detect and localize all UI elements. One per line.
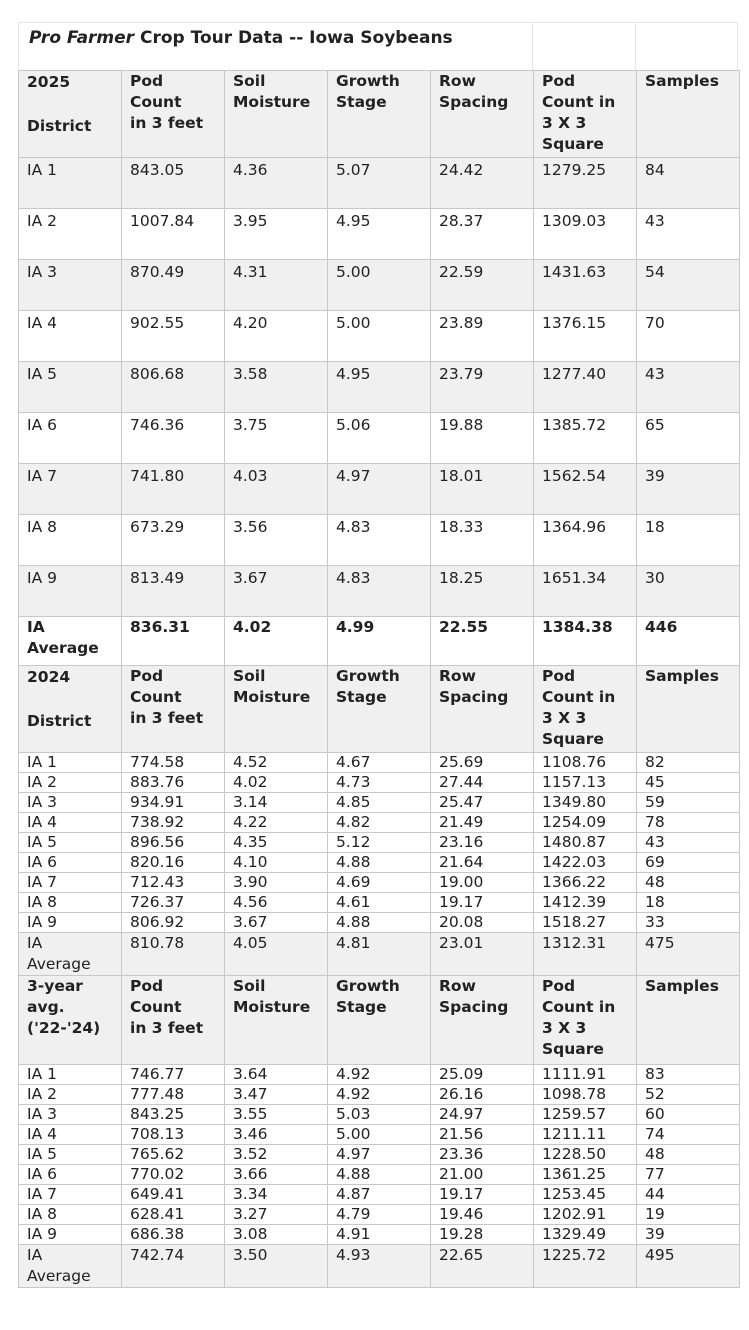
value-cell: 4.79	[328, 1205, 431, 1225]
column-header: Pod Count in 3 feet	[122, 976, 225, 1065]
value-cell: 26.16	[431, 1085, 534, 1105]
value-cell: 3.75	[225, 413, 328, 464]
value-cell: 896.56	[122, 833, 225, 853]
value-cell: 3.58	[225, 362, 328, 413]
district-cell: IA 1	[19, 1065, 122, 1085]
value-cell: 765.62	[122, 1145, 225, 1165]
value-cell: 44	[637, 1185, 740, 1205]
value-cell: 1202.91	[534, 1205, 637, 1225]
value-cell: 934.91	[122, 793, 225, 813]
value-cell: 74	[637, 1125, 740, 1145]
average-label-cell: IA Average	[19, 933, 122, 976]
value-cell: 649.41	[122, 1185, 225, 1205]
value-cell: 19	[637, 1205, 740, 1225]
value-cell: 4.92	[328, 1085, 431, 1105]
title-brand: Pro Farmer	[29, 28, 135, 48]
average-value-cell: 4.02	[225, 617, 328, 666]
value-cell: 18	[637, 515, 740, 566]
value-cell: 1277.40	[534, 362, 637, 413]
value-cell: 83	[637, 1065, 740, 1085]
value-cell: 774.58	[122, 753, 225, 773]
value-cell: 4.35	[225, 833, 328, 853]
value-cell: 19.46	[431, 1205, 534, 1225]
table-row	[19, 515, 740, 566]
value-cell: 4.88	[328, 913, 431, 933]
value-cell: 3.47	[225, 1085, 328, 1105]
value-cell: 673.29	[122, 515, 225, 566]
value-cell: 1376.15	[534, 311, 637, 362]
district-cell: IA 8	[19, 1205, 122, 1225]
value-cell: 33	[637, 913, 740, 933]
district-cell: IA 9	[19, 1225, 122, 1245]
district-cell: IA 2	[19, 773, 122, 793]
value-cell: 1157.13	[534, 773, 637, 793]
district-cell: IA 7	[19, 1185, 122, 1205]
value-cell: 23.16	[431, 833, 534, 853]
table-row	[19, 813, 740, 833]
table-row	[19, 773, 740, 793]
section-header-row	[19, 71, 740, 158]
value-cell: 3.67	[225, 913, 328, 933]
value-cell: 39	[637, 1225, 740, 1245]
value-cell: 23.89	[431, 311, 534, 362]
value-cell: 21.49	[431, 813, 534, 833]
value-cell: 5.12	[328, 833, 431, 853]
value-cell: 4.95	[328, 362, 431, 413]
value-cell: 1431.63	[534, 260, 637, 311]
value-cell: 4.91	[328, 1225, 431, 1245]
table-row	[19, 311, 740, 362]
table-row	[19, 362, 740, 413]
value-cell: 52	[637, 1085, 740, 1105]
value-cell: 4.87	[328, 1185, 431, 1205]
value-cell: 4.20	[225, 311, 328, 362]
value-cell: 1422.03	[534, 853, 637, 873]
value-cell: 3.08	[225, 1225, 328, 1245]
value-cell: 18.01	[431, 464, 534, 515]
value-cell: 686.38	[122, 1225, 225, 1245]
average-value-cell: 4.05	[225, 933, 328, 976]
district-cell: IA 6	[19, 1165, 122, 1185]
district-cell: IA 4	[19, 813, 122, 833]
column-header: Soil Moisture	[225, 666, 328, 753]
value-cell: 23.36	[431, 1145, 534, 1165]
value-cell: 5.03	[328, 1105, 431, 1125]
table-row	[19, 893, 740, 913]
table-row	[19, 913, 740, 933]
average-label-cell: IA Average	[19, 1245, 122, 1288]
value-cell: 84	[637, 158, 740, 209]
value-cell: 3.95	[225, 209, 328, 260]
average-value-cell: 22.65	[431, 1245, 534, 1288]
value-cell: 843.05	[122, 158, 225, 209]
table-row	[19, 158, 740, 209]
column-header: Growth Stage	[328, 976, 431, 1065]
table-row	[19, 566, 740, 617]
value-cell: 3.66	[225, 1165, 328, 1185]
value-cell: 24.42	[431, 158, 534, 209]
average-label-cell: IA Average	[19, 617, 122, 666]
value-cell: 1349.80	[534, 793, 637, 813]
district-cell: IA 4	[19, 311, 122, 362]
table-row	[19, 1225, 740, 1245]
value-cell: 4.31	[225, 260, 328, 311]
value-cell: 4.52	[225, 753, 328, 773]
value-cell: 21.00	[431, 1165, 534, 1185]
value-cell: 43	[637, 833, 740, 853]
value-cell: 39	[637, 464, 740, 515]
average-row	[19, 933, 740, 976]
title-divider	[635, 23, 636, 71]
value-cell: 3.67	[225, 566, 328, 617]
value-cell: 19.17	[431, 1185, 534, 1205]
average-row	[19, 1245, 740, 1288]
value-cell: 1228.50	[534, 1145, 637, 1165]
column-header: Growth Stage	[328, 666, 431, 753]
district-cell: IA 3	[19, 793, 122, 813]
district-cell: IA 5	[19, 1145, 122, 1165]
average-row	[19, 617, 740, 666]
value-cell: 4.61	[328, 893, 431, 913]
column-header: Pod Count in 3 feet	[122, 71, 225, 158]
value-cell: 18.33	[431, 515, 534, 566]
value-cell: 883.76	[122, 773, 225, 793]
title-divider	[532, 23, 533, 71]
district-cell: IA 5	[19, 362, 122, 413]
value-cell: 4.95	[328, 209, 431, 260]
value-cell: 5.06	[328, 413, 431, 464]
value-cell: 28.37	[431, 209, 534, 260]
value-cell: 19.00	[431, 873, 534, 893]
value-cell: 4.92	[328, 1065, 431, 1085]
value-cell: 19.28	[431, 1225, 534, 1245]
column-header: Row Spacing	[431, 71, 534, 158]
district-cell: IA 8	[19, 893, 122, 913]
value-cell: 70	[637, 311, 740, 362]
value-cell: 43	[637, 362, 740, 413]
district-cell: IA 3	[19, 260, 122, 311]
value-cell: 4.22	[225, 813, 328, 833]
value-cell: 25.69	[431, 753, 534, 773]
value-cell: 3.55	[225, 1105, 328, 1125]
district-cell: IA 5	[19, 833, 122, 853]
value-cell: 806.92	[122, 913, 225, 933]
value-cell: 4.85	[328, 793, 431, 813]
value-cell: 5.00	[328, 260, 431, 311]
value-cell: 843.25	[122, 1105, 225, 1125]
value-cell: 1111.91	[534, 1065, 637, 1085]
value-cell: 23.79	[431, 362, 534, 413]
value-cell: 1480.87	[534, 833, 637, 853]
column-header: Soil Moisture	[225, 71, 328, 158]
column-header: Pod Count in 3 feet	[122, 666, 225, 753]
value-cell: 3.90	[225, 873, 328, 893]
average-value-cell: 836.31	[122, 617, 225, 666]
value-cell: 69	[637, 853, 740, 873]
average-value-cell: 4.93	[328, 1245, 431, 1288]
value-cell: 1366.22	[534, 873, 637, 893]
value-cell: 4.73	[328, 773, 431, 793]
table-title-row	[18, 22, 738, 70]
value-cell: 4.56	[225, 893, 328, 913]
value-cell: 770.02	[122, 1165, 225, 1185]
value-cell: 5.00	[328, 1125, 431, 1145]
value-cell: 82	[637, 753, 740, 773]
district-cell: IA 9	[19, 566, 122, 617]
average-value-cell: 3.50	[225, 1245, 328, 1288]
value-cell: 21.64	[431, 853, 534, 873]
section-year-header: 2025 District	[19, 71, 122, 158]
value-cell: 628.41	[122, 1205, 225, 1225]
table-row	[19, 413, 740, 464]
value-cell: 813.49	[122, 566, 225, 617]
value-cell: 19.17	[431, 893, 534, 913]
section-header-row	[19, 666, 740, 753]
value-cell: 27.44	[431, 773, 534, 793]
value-cell: 21.56	[431, 1125, 534, 1145]
value-cell: 1364.96	[534, 515, 637, 566]
table-row	[19, 464, 740, 515]
column-header: Soil Moisture	[225, 976, 328, 1065]
value-cell: 48	[637, 1145, 740, 1165]
column-header: Pod Count in 3 X 3 Square	[534, 71, 637, 158]
value-cell: 4.69	[328, 873, 431, 893]
title-text: Crop Tour Data -- Iowa Soybeans	[134, 28, 453, 48]
district-cell: IA 7	[19, 464, 122, 515]
value-cell: 746.77	[122, 1065, 225, 1085]
value-cell: 4.10	[225, 853, 328, 873]
average-value-cell: 22.55	[431, 617, 534, 666]
table-row	[19, 1105, 740, 1125]
table-row	[19, 1065, 740, 1085]
average-value-cell: 742.74	[122, 1245, 225, 1288]
value-cell: 4.88	[328, 1165, 431, 1185]
table-row	[19, 1145, 740, 1165]
value-cell: 708.13	[122, 1125, 225, 1145]
value-cell: 4.97	[328, 1145, 431, 1165]
section-year-header: 2024 District	[19, 666, 122, 753]
table-row	[19, 1185, 740, 1205]
average-value-cell: 1384.38	[534, 617, 637, 666]
value-cell: 1329.49	[534, 1225, 637, 1245]
column-header: Growth Stage	[328, 71, 431, 158]
value-cell: 25.47	[431, 793, 534, 813]
value-cell: 19.88	[431, 413, 534, 464]
value-cell: 1098.78	[534, 1085, 637, 1105]
value-cell: 726.37	[122, 893, 225, 913]
section-header-row	[19, 976, 740, 1065]
value-cell: 712.43	[122, 873, 225, 893]
table-row	[19, 1085, 740, 1105]
district-cell: IA 2	[19, 209, 122, 260]
column-header: Pod Count in 3 X 3 Square	[534, 666, 637, 753]
district-cell: IA 6	[19, 413, 122, 464]
value-cell: 65	[637, 413, 740, 464]
column-header: Row Spacing	[431, 976, 534, 1065]
value-cell: 738.92	[122, 813, 225, 833]
district-cell: IA 2	[19, 1085, 122, 1105]
value-cell: 902.55	[122, 311, 225, 362]
value-cell: 1385.72	[534, 413, 637, 464]
table-row	[19, 793, 740, 813]
value-cell: 1562.54	[534, 464, 637, 515]
district-cell: IA 4	[19, 1125, 122, 1145]
value-cell: 1279.25	[534, 158, 637, 209]
value-cell: 1007.84	[122, 209, 225, 260]
value-cell: 59	[637, 793, 740, 813]
table-row	[19, 260, 740, 311]
value-cell: 1108.76	[534, 753, 637, 773]
value-cell: 1309.03	[534, 209, 637, 260]
district-cell: IA 1	[19, 158, 122, 209]
value-cell: 77	[637, 1165, 740, 1185]
crop-tour-table	[18, 70, 740, 1288]
value-cell: 1412.39	[534, 893, 637, 913]
average-value-cell: 495	[637, 1245, 740, 1288]
value-cell: 777.48	[122, 1085, 225, 1105]
value-cell: 820.16	[122, 853, 225, 873]
column-header: Samples	[637, 666, 740, 753]
average-value-cell: 4.81	[328, 933, 431, 976]
section-year-header: 3-year avg. ('22-'24)	[19, 976, 122, 1065]
district-cell: IA 8	[19, 515, 122, 566]
value-cell: 48	[637, 873, 740, 893]
column-header: Pod Count in 3 X 3 Square	[534, 976, 637, 1065]
table-row	[19, 873, 740, 893]
value-cell: 4.88	[328, 853, 431, 873]
average-value-cell: 810.78	[122, 933, 225, 976]
value-cell: 4.67	[328, 753, 431, 773]
district-cell: IA 3	[19, 1105, 122, 1125]
value-cell: 30	[637, 566, 740, 617]
average-value-cell: 23.01	[431, 933, 534, 976]
value-cell: 4.02	[225, 773, 328, 793]
value-cell: 78	[637, 813, 740, 833]
value-cell: 3.56	[225, 515, 328, 566]
average-value-cell: 4.99	[328, 617, 431, 666]
district-cell: IA 9	[19, 913, 122, 933]
value-cell: 4.97	[328, 464, 431, 515]
value-cell: 18.25	[431, 566, 534, 617]
table-row	[19, 833, 740, 853]
value-cell: 45	[637, 773, 740, 793]
value-cell: 4.83	[328, 515, 431, 566]
value-cell: 43	[637, 209, 740, 260]
table-body	[19, 71, 740, 1288]
value-cell: 5.00	[328, 311, 431, 362]
value-cell: 1361.25	[534, 1165, 637, 1185]
value-cell: 1254.09	[534, 813, 637, 833]
value-cell: 1651.34	[534, 566, 637, 617]
value-cell: 25.09	[431, 1065, 534, 1085]
value-cell: 4.03	[225, 464, 328, 515]
value-cell: 4.83	[328, 566, 431, 617]
table-row	[19, 753, 740, 773]
value-cell: 870.49	[122, 260, 225, 311]
value-cell: 60	[637, 1105, 740, 1125]
value-cell: 3.14	[225, 793, 328, 813]
table-row	[19, 1205, 740, 1225]
value-cell: 1253.45	[534, 1185, 637, 1205]
value-cell: 746.36	[122, 413, 225, 464]
column-header: Row Spacing	[431, 666, 534, 753]
value-cell: 3.27	[225, 1205, 328, 1225]
value-cell: 22.59	[431, 260, 534, 311]
value-cell: 4.82	[328, 813, 431, 833]
table-row	[19, 1165, 740, 1185]
average-value-cell: 446	[637, 617, 740, 666]
value-cell: 1211.11	[534, 1125, 637, 1145]
value-cell: 3.64	[225, 1065, 328, 1085]
table-row	[19, 209, 740, 260]
district-cell: IA 6	[19, 853, 122, 873]
value-cell: 1518.27	[534, 913, 637, 933]
table-row	[19, 853, 740, 873]
column-header: Samples	[637, 71, 740, 158]
value-cell: 24.97	[431, 1105, 534, 1125]
value-cell: 806.68	[122, 362, 225, 413]
district-cell: IA 1	[19, 753, 122, 773]
value-cell: 4.36	[225, 158, 328, 209]
district-cell: IA 7	[19, 873, 122, 893]
value-cell: 3.46	[225, 1125, 328, 1145]
column-header: Samples	[637, 976, 740, 1065]
table-row	[19, 1125, 740, 1145]
value-cell: 5.07	[328, 158, 431, 209]
value-cell: 741.80	[122, 464, 225, 515]
average-value-cell: 1225.72	[534, 1245, 637, 1288]
value-cell: 3.34	[225, 1185, 328, 1205]
value-cell: 1259.57	[534, 1105, 637, 1125]
value-cell: 54	[637, 260, 740, 311]
table-title	[29, 28, 453, 48]
value-cell: 20.08	[431, 913, 534, 933]
value-cell: 3.52	[225, 1145, 328, 1165]
value-cell: 18	[637, 893, 740, 913]
average-value-cell: 475	[637, 933, 740, 976]
average-value-cell: 1312.31	[534, 933, 637, 976]
